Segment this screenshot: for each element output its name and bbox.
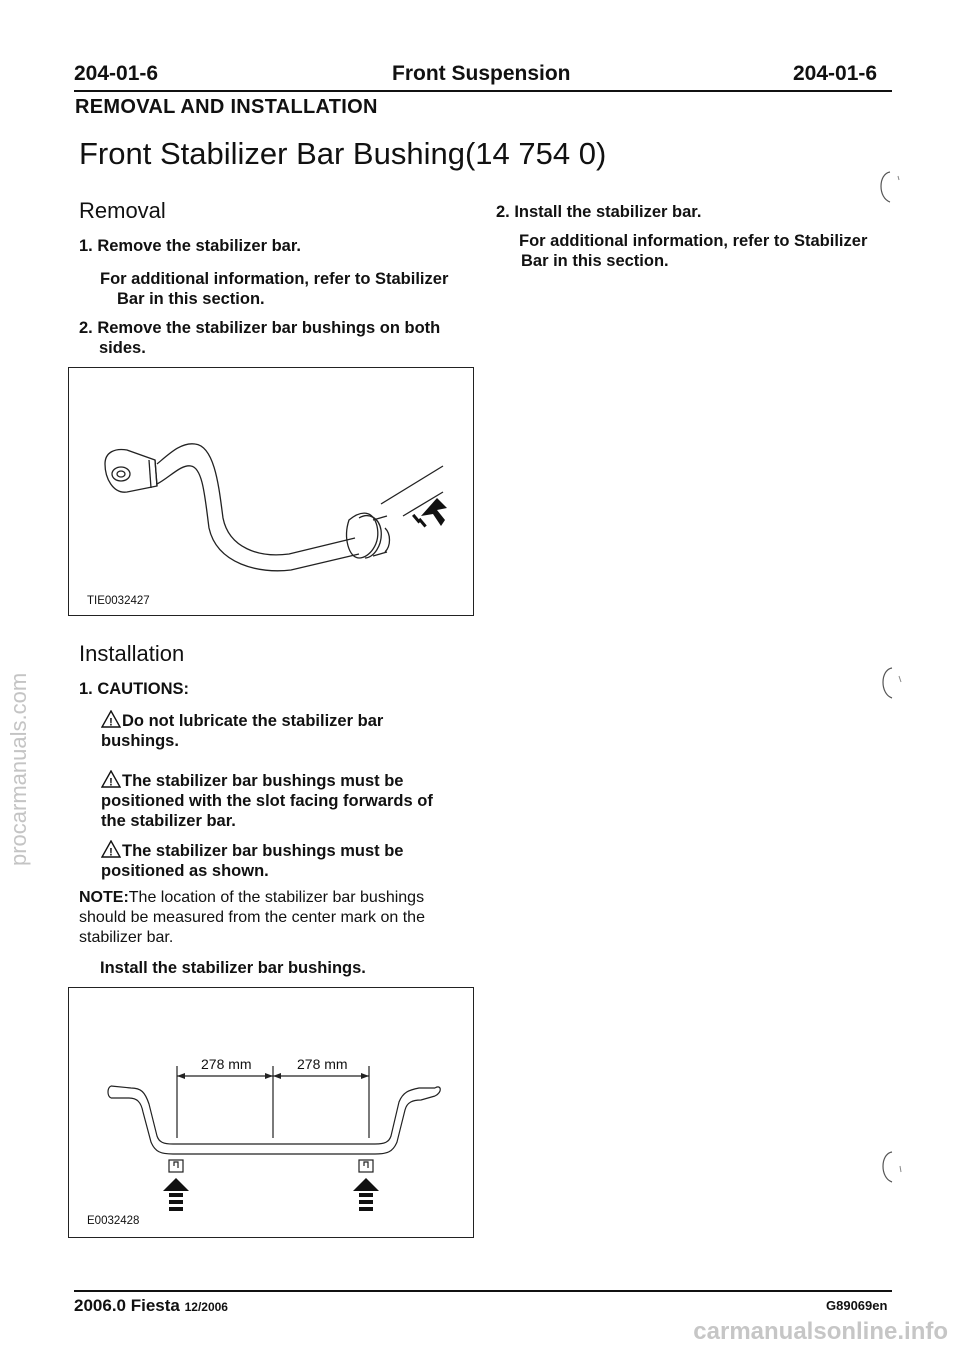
header-rule <box>74 90 892 92</box>
header-title: Front Suspension <box>392 62 571 85</box>
figure-1-id: TIE0032427 <box>87 595 150 607</box>
warning-triangle-icon <box>101 770 121 788</box>
bushing-position-illustration <box>69 988 473 1237</box>
svg-text:!: ! <box>109 846 113 858</box>
section-title: REMOVAL AND INSTALLATION <box>75 96 378 118</box>
footer-date: 12/2006 <box>184 1300 228 1314</box>
warning-triangle-icon <box>101 840 121 858</box>
header-page-code-left: 204-01-6 <box>74 62 159 85</box>
figure-2-id: E0032428 <box>87 1215 140 1227</box>
removal-heading: Removal <box>79 198 166 223</box>
warning-triangle-icon <box>101 710 121 728</box>
removal-step-2: 2. Remove the stabilizer bar bushings on both sides. <box>79 319 441 357</box>
removal-step-1-reference: For additional information, refer to Stabilizer Bar in this section. <box>100 270 449 308</box>
binder-ring-mark <box>876 1148 906 1188</box>
header-page-code-right: 204-01-6 <box>793 62 878 85</box>
bottom-watermark: carmanualsonline.info <box>693 1318 948 1345</box>
install-bushings-instruction: Install the stabilizer bar bushings. <box>100 959 366 977</box>
svg-text:!: ! <box>109 716 113 728</box>
figure-stabilizer-bar-removal <box>68 367 474 616</box>
caution-2: ! The stabilizer bar bushings must be positioned with the slot facing forwards of the stabilizer bar. <box>101 772 433 830</box>
sidebar-watermark: procarmanuals.com <box>6 672 31 866</box>
installation-step-1: 1. CAUTIONS: <box>79 680 190 698</box>
note-label: NOTE: <box>79 889 129 906</box>
installation-heading: Installation <box>79 641 185 666</box>
dimension-label-left: 278 mm <box>201 1056 252 1072</box>
removal-step-1: 1. Remove the stabilizer bar. <box>79 237 301 255</box>
caution-1: ! Do not lubricate the stabilizer bar bushings. <box>101 712 384 750</box>
installation-step-2: 2. Install the stabilizer bar. <box>496 203 702 221</box>
footer-code: G89069en <box>826 1298 888 1313</box>
dimension-label-right: 278 mm <box>297 1056 348 1072</box>
binder-ring-mark <box>876 664 906 704</box>
binder-ring-mark <box>874 168 904 208</box>
caution-3: ! The stabilizer bar bushings must be positioned as shown. <box>101 842 404 880</box>
stabilizer-bar-illustration <box>69 368 473 615</box>
figure-bushing-position <box>68 987 474 1238</box>
footer-rule <box>74 1290 892 1292</box>
footer-model: 2006.0 Fiesta 12/2006 <box>74 1296 228 1315</box>
installation-note: NOTE:The location of the stabilizer bar bushings should be measured from the center mark on the stabilizer bar. <box>79 889 425 946</box>
svg-text:!: ! <box>109 776 113 788</box>
installation-step-2-reference: For additional information, refer to Stabilizer Bar in this section. <box>519 232 868 270</box>
page-title: Front Stabilizer Bar Bushing(14 754 0) <box>79 136 607 171</box>
